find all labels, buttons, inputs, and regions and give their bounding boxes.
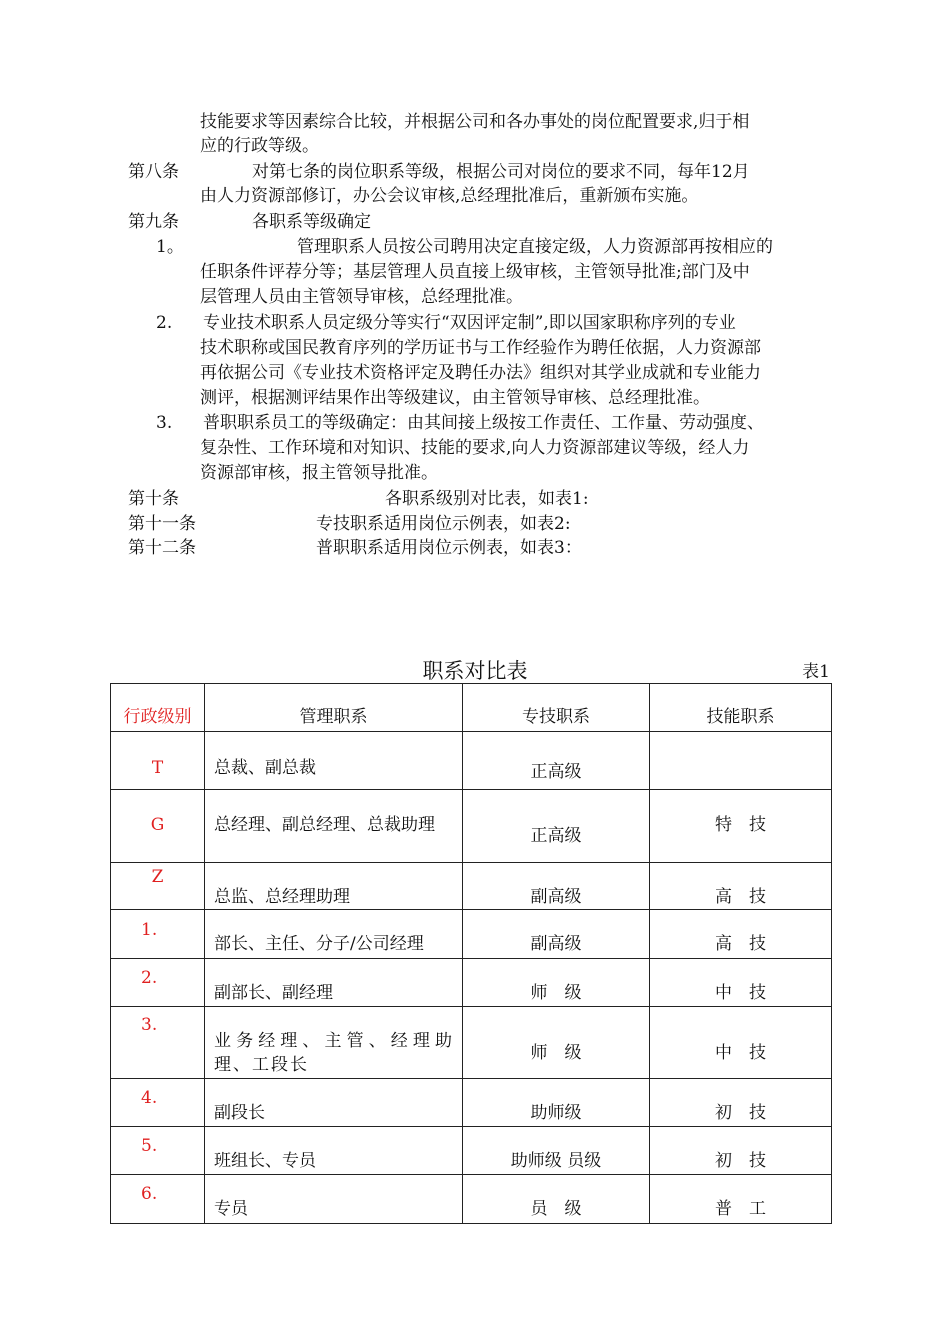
article7-continuation-line1: 技能要求等因素综合比较，并根据公司和各办事处的岗位配置要求,归于相 — [200, 112, 750, 132]
item2-number: 2. — [156, 313, 173, 333]
cell-level: 6. — [111, 1175, 205, 1224]
cell-level: 4. — [111, 1079, 205, 1127]
cell-management: 总监、总经理助理 — [205, 863, 463, 910]
cell-management: 班组长、专员 — [205, 1127, 463, 1175]
item2-line3: 再依据公司《专业技术资格评定及聘任办法》组织对其学业成就和专业能力 — [200, 363, 761, 383]
cell-management: 总经理、副总经理、总裁助理 — [205, 790, 463, 863]
cell-management: 副部长、副经理 — [205, 959, 463, 1007]
cell-professional: 师 级 — [463, 1007, 650, 1079]
cell-level: 2. — [111, 959, 205, 1007]
table-row — [111, 1175, 832, 1224]
item2-line2: 技术职称或国民教育序列的学历证书与工作经验作为聘任依据，人力资源部 — [200, 338, 761, 358]
cell-skill: 中 技 — [650, 959, 832, 1007]
item3-line1: 普职职系员工的等级确定：由其间接上级按工作责任、工作量、劳动强度、 — [203, 413, 764, 433]
item1-line1: 管理职系人员按公司聘用决定直接定级，人力资源部再按相应的 — [297, 237, 773, 257]
item3-line2: 复杂性、工作环境和对知识、技能的要求,向人力资源部建议等级，经人力 — [200, 438, 750, 458]
table-row — [111, 910, 832, 959]
cell-management: 副段长 — [205, 1079, 463, 1127]
table-row — [111, 790, 832, 863]
cell-level: T — [111, 732, 205, 790]
table-title: 职系对比表 — [422, 659, 528, 683]
table-number: 表1 — [802, 662, 830, 682]
cell-skill: 高 技 — [650, 863, 832, 910]
cell-level: 1. — [111, 910, 205, 959]
cell-professional: 副高级 — [463, 910, 650, 959]
cell-management: 总裁、副总裁 — [205, 732, 463, 790]
cell-skill: 中 技 — [650, 1007, 832, 1079]
cell-level: Z — [111, 863, 205, 910]
table-row — [111, 959, 832, 1007]
cell-professional: 副高级 — [463, 863, 650, 910]
table-row — [111, 732, 832, 790]
cell-skill: 普 工 — [650, 1175, 832, 1224]
header-management: 管理职系 — [205, 684, 463, 732]
header-admin-level: 行政级别 — [111, 684, 205, 732]
article9-label: 第九条 — [128, 212, 179, 232]
article10-label: 第十条 — [128, 489, 179, 509]
table-row — [111, 1127, 832, 1175]
table-row — [111, 1079, 832, 1127]
item2-line4: 测评，根据测评结果作出等级建议，由主管领导审核、总经理批准。 — [200, 388, 710, 408]
comparison-table — [110, 683, 832, 1224]
item2-line1: 专业技术职系人员定级分等实行“双因评定制”,即以国家职称序列的专业 — [203, 313, 736, 333]
article8-line2: 由人力资源部修订，办公会议审核,总经理批准后，重新颁布实施。 — [200, 186, 699, 206]
cell-skill: 初 技 — [650, 1127, 832, 1175]
cell-professional: 师 级 — [463, 959, 650, 1007]
cell-skill — [650, 732, 832, 790]
header-skill: 技能职系 — [650, 684, 832, 732]
item1-number: 1。 — [156, 237, 184, 257]
cell-professional: 正高级 — [463, 790, 650, 863]
article11-text: 专技职系适用岗位示例表，如表2: — [316, 514, 571, 534]
article9-title: 各职系等级确定 — [252, 212, 371, 232]
cell-skill: 初 技 — [650, 1079, 832, 1127]
cell-professional: 助师级 员级 — [463, 1127, 650, 1175]
article8-line1: 对第七条的岗位职系等级，根据公司对岗位的要求不同，每年12月 — [252, 162, 750, 182]
cell-professional: 正高级 — [463, 732, 650, 790]
article10-text: 各职系级别对比表，如表1: — [385, 489, 589, 509]
item1-line2: 任职条件评荐分等；基层管理人员直接上级审核，主管领导批准;部门及中 — [200, 262, 750, 282]
article8-label: 第八条 — [128, 162, 179, 182]
article12-text: 普职职系适用岗位示例表，如表3： — [316, 538, 582, 558]
table-header-row — [111, 684, 832, 732]
cell-level: G — [111, 790, 205, 863]
cell-level: 5. — [111, 1127, 205, 1175]
cell-professional: 助师级 — [463, 1079, 650, 1127]
cell-level: 3. — [111, 1007, 205, 1079]
table-row — [111, 863, 832, 910]
cell-professional: 员 级 — [463, 1175, 650, 1224]
cell-management: 专员 — [205, 1175, 463, 1224]
article12-label: 第十二条 — [128, 538, 196, 558]
table-row — [111, 1007, 832, 1079]
article11-label: 第十一条 — [128, 514, 196, 534]
cell-skill: 高 技 — [650, 910, 832, 959]
item3-number: 3. — [156, 413, 173, 433]
cell-management: 部长、主任、分子/公司经理 — [205, 910, 463, 959]
item3-line3: 资源部审核，报主管领导批准。 — [200, 463, 438, 483]
cell-skill: 特 技 — [650, 790, 832, 863]
cell-management: 业务经理、主管、经理助理、工段长 — [205, 1007, 463, 1079]
item1-line3: 层管理人员由主管领导审核，总经理批准。 — [200, 287, 523, 307]
article7-continuation-line2: 应的行政等级。 — [200, 136, 319, 156]
header-professional: 专技职系 — [463, 684, 650, 732]
